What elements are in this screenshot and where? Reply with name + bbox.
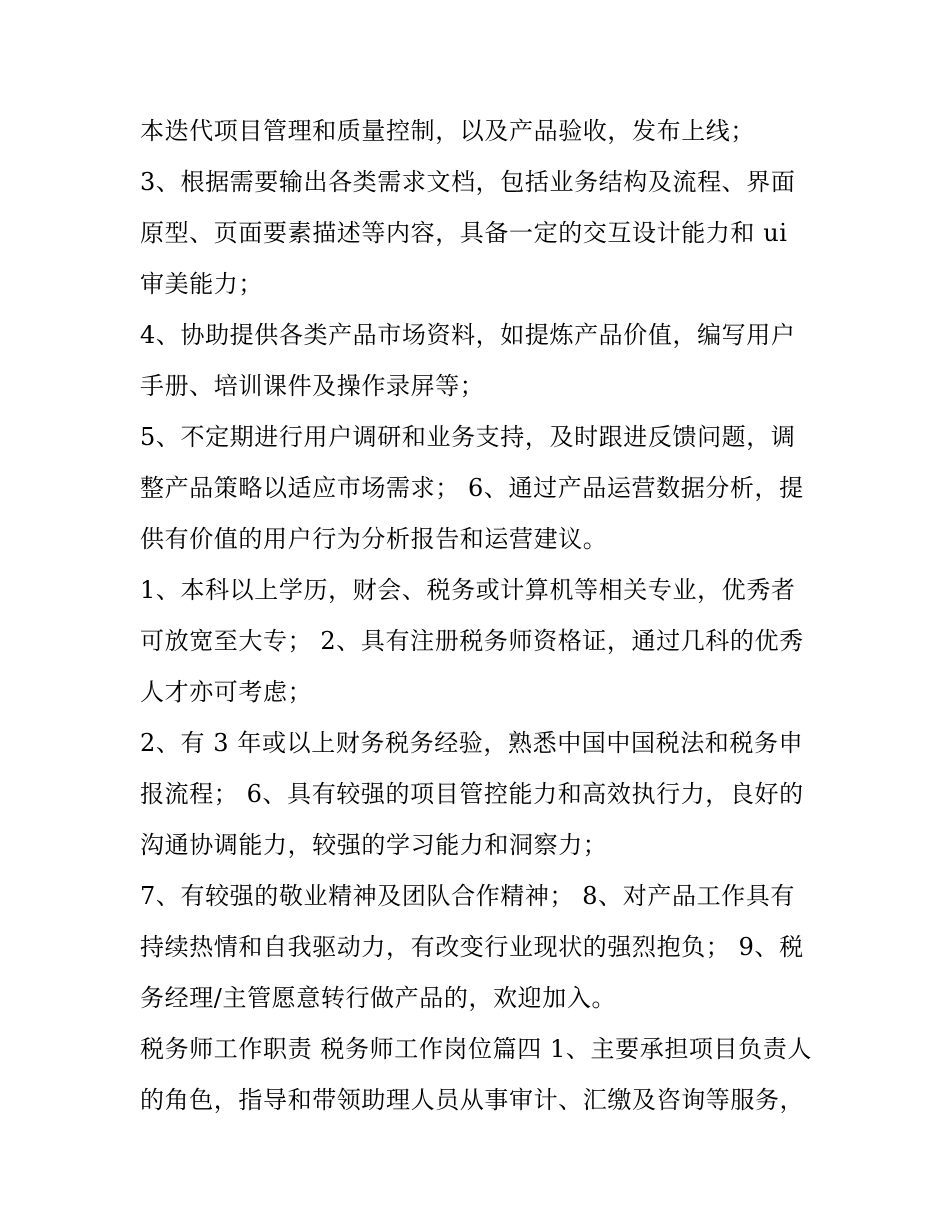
text-line: 务经理/主管愿意转行做产品的，欢迎加入。	[140, 984, 617, 1012]
text-line: 税务师工作职责 税务师工作岗位篇四 1、主要承担项目负责人	[140, 1035, 812, 1063]
text-line: 可放宽至大专； 2、具有注册税务师资格证，通过几科的优秀	[140, 627, 804, 655]
text-line: 3、根据需要输出各类需求文档，包括业务结构及流程、界面	[140, 168, 796, 196]
text-line: 2、有 3 年或以上财务税务经验，熟悉中国中国税法和税务申	[140, 729, 804, 757]
document-body	[140, 106, 820, 1126]
text-line: 手册、培训课件及操作录屏等；	[140, 372, 485, 400]
text-line: 本迭代项目管理和质量控制，以及产品验收，发布上线；	[140, 117, 755, 145]
text-line: 供有价值的用户行为分析报告和运营建议。	[140, 525, 608, 553]
text-line: 的角色，指导和带领助理人员从事审计、汇缴及咨询等服务，	[140, 1086, 805, 1114]
text-line: 原型、页面要素描述等内容，具备一定的交互设计能力和 ui	[140, 219, 788, 247]
text-line: 人才亦可考虑；	[140, 678, 313, 706]
text-line: 持续热情和自我驱动力，有改变行业现状的强烈抱负； 9、税	[140, 933, 804, 961]
text-line: 7、有较强的敬业精神及团队合作精神； 8、对产品工作具有	[140, 882, 795, 910]
text-line: 4、协助提供各类产品市场资料，如提炼产品价值，编写用户	[140, 321, 796, 349]
text-line: 沟通协调能力，较强的学习能力和洞察力；	[140, 831, 608, 859]
text-line: 1、本科以上学历，财会、税务或计算机等相关专业，优秀者	[140, 576, 796, 604]
text-line: 整产品策略以适应市场需求； 6、通过产品运营数据分析，提	[140, 474, 804, 502]
text-line: 报流程； 6、具有较强的项目管控能力和高效执行力，良好的	[140, 780, 804, 808]
text-line: 5、不定期进行用户调研和业务支持，及时跟进反馈问题，调	[140, 423, 796, 451]
text-line: 审美能力；	[140, 270, 263, 298]
